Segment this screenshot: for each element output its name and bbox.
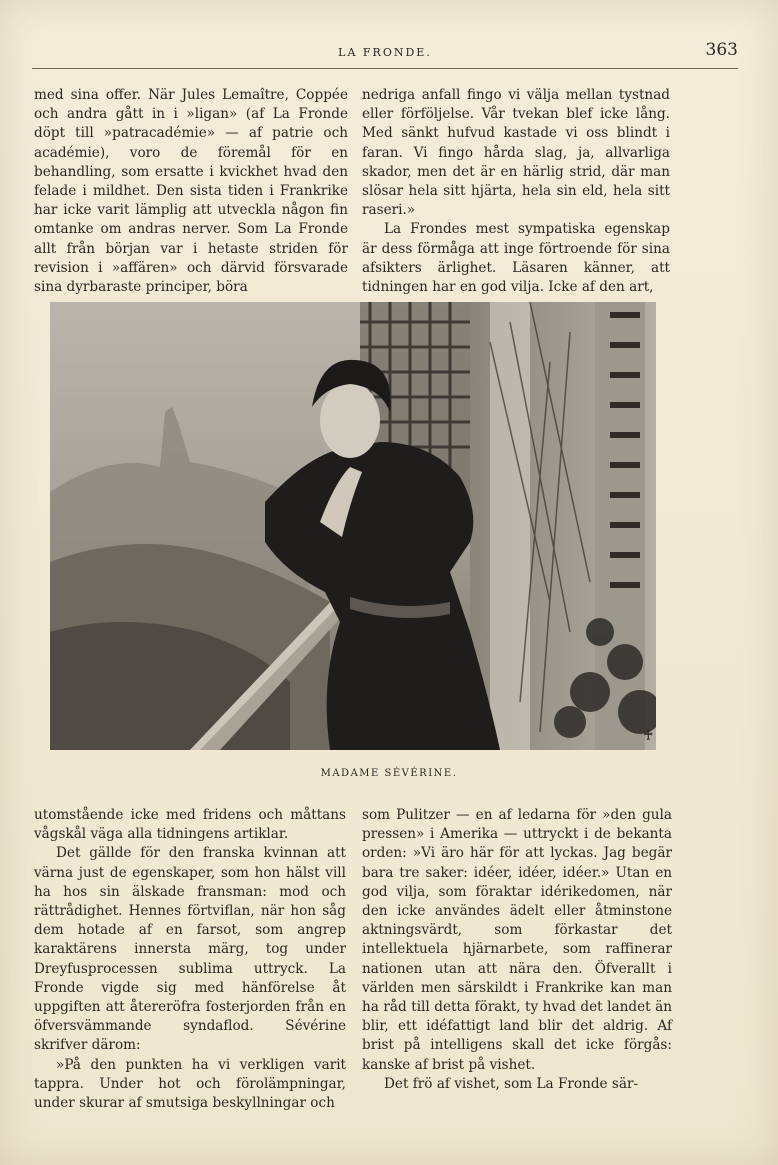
paragraph: La Frondes mest sympatiska egenskap är dess förmåga att inge förtroende för sina afsikters ärlighet. Läsaren känner, att tidningen har en god vilja. Icke af den art,: [362, 221, 670, 296]
paragraph: som Pulitzer — en af ledarna för »den gula pressen» i Amerika — uttryckt i de bekanta orden: »Vi äro här för att lyckas. Jag begär bara tre saker: idéer, idéer, idéer.» Utan en god vilja, som föraktar idérikedomen, när den icke användes ädelt eller åtminstone aktningsvärdt, som förkastar det intellektuela hjärnarbete, som raffinerar nationen utan att nära den. Öfverallt i världen men särskildt i Frankrike kan man ha råd till detta förakt, ty hvad det landet än blir, ett idéfattigt land blir det aldrig. Af brist på intelligens skall det icke förgås: kanske af brist på vishet.: [362, 807, 672, 1073]
text-column-top-left: [34, 86, 348, 297]
page-header: [32, 40, 738, 69]
text-column-top-right: [362, 86, 670, 297]
paragraph: med sina offer. När Jules Lemaître, Coppée och andra gått in i »ligan» (af La Fronde döpt till »patracadémie» — af patrie och académie), voro de föremål för en behandling, som ersatte i kvickhet hvad den felade i mildhet. Den sista tiden i Frankrike har icke varit lämplig att utveckla någon fin omtanke om andras nerver. Som La Fronde allt från början var i hetaste striden för revision i »affären» och därvid försvarade sina dyrbaraste principer, böra: [34, 87, 348, 296]
text-column-bottom-right: [362, 806, 672, 1094]
portrait-photograph: [50, 302, 656, 750]
paragraph: utomstående icke med fridens och måttans vågskål väga alla tidningens artiklar.: [34, 807, 346, 843]
paragraph: Det frö af vishet, som La Fronde sär-: [384, 1075, 639, 1092]
paragraph: nedriga anfall fingo vi välja mellan tystnad eller förföljelse. Vår tvekan blef icke lång. Med sänkt hufvud kastade vi oss blindt i faran. Vi fingo hårda slag, ja, allvarliga skador, men det är en härlig strid, där man slösar hela sitt hjärta, hela sin eld, hela sitt raseri.»: [362, 87, 670, 219]
running-title: LA FRONDE.: [338, 46, 432, 59]
page-number: 363: [705, 40, 738, 60]
photo-caption: MADAME SÉVÉRINE.: [320, 768, 458, 779]
portrait-illustration: [50, 302, 656, 750]
svg-text:♰: ♰: [643, 728, 654, 744]
paragraph: Det gällde för den franska kvinnan att värna just de egenskaper, som hon hälst vill ha hos sin älskade fransman: mod och rättrådighet. Hennes förtviflan, när hon såg dem hotade af en farsot, som angrep karaktärens innersta märg, tog under Dreyfusprocessen sublima uttryck. La Fronde vigde sig med hänförelse åt uppgiften att återeröfra fosterjorden från en öfversvämmande syndaflod. Sévérine skrifver därom:: [34, 845, 346, 1054]
paragraph: »På den punkten ha vi verkligen varit tappra. Under hot och förolämpningar, under skurar af smutsiga beskyllningar och: [34, 1056, 346, 1112]
text-column-bottom-left: [34, 806, 346, 1113]
